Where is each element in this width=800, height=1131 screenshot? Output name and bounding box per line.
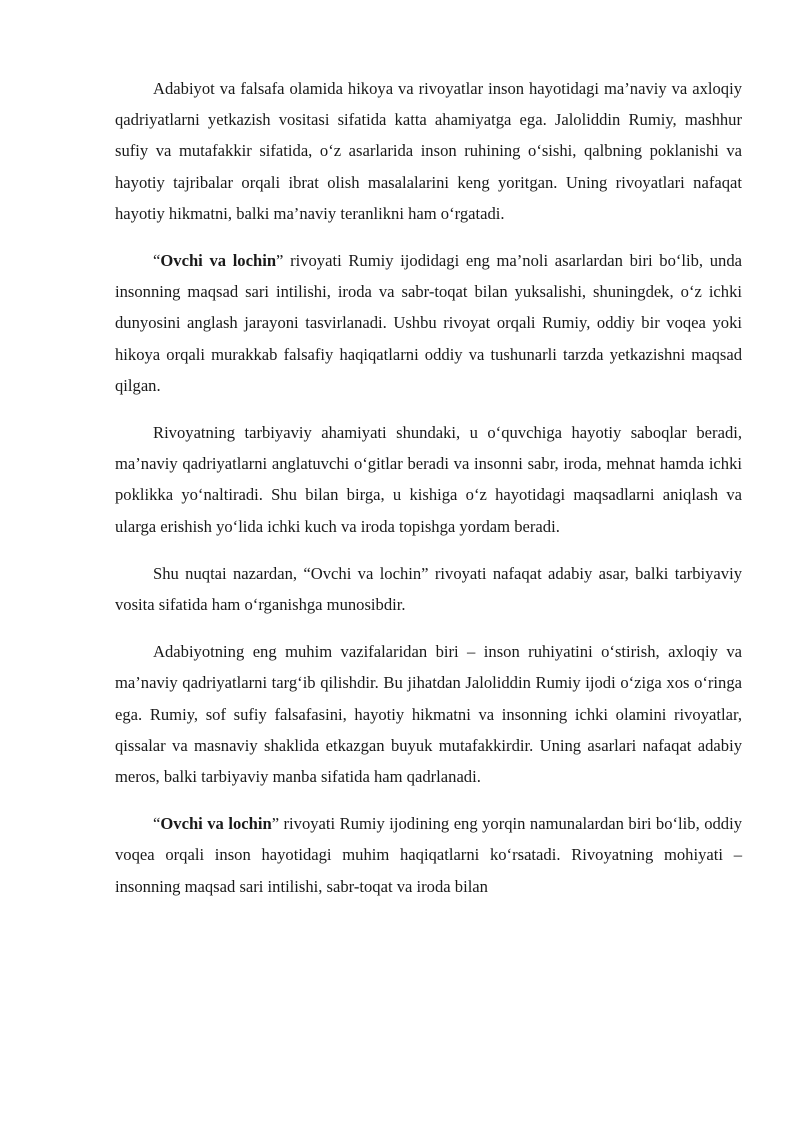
paragraph-6: [115, 808, 742, 902]
paragraph-4: [115, 558, 742, 620]
paragraph-5: [115, 636, 742, 792]
paragraph-2-text: ” rivoyati Rumiy ijodidagi eng ma’noli asarlardan biri bo‘lib, unda insonning maqsad sari intilishi, iroda va sabr-toqat bilan yuksalishi, shuningdek, o‘z ichki dunyosini anglash jarayoni tasvirlanadi. Ushbu rivoyat orqali Rumiy, oddiy bir voqea yoki hikoya orqali murakkab falsafiy haqiqatlarni oddiy va tushunarli tarzda yetkazishni maqsad qilgan.: [115, 251, 742, 395]
paragraph-2-bold-title: Ovchi va lochin: [160, 251, 277, 271]
paragraph-5-text: Adabiyotning eng muhim vazifalaridan biri – inson ruhiyatini o‘stirish, axloqiy va ma’naviy qadriyatlarni targ‘ib qilishdir. Bu jihatdan Jaloliddin Rumiy ijodi o‘ziga xos o‘ringa ega. Rumiy, sof sufiy falsafasini, hayotiy hikmatni va insonning ichki olamini rivoyatlar, qissalar va masnaviy shaklida etkazgan buyuk mutafakkirdir. Uning asarlari nafaqat adabiy meros, balki tarbiyaviy manba sifatida ham qadrlanadi.: [115, 642, 742, 787]
paragraph-2: [115, 245, 742, 401]
paragraph-1-text: Adabiyot va falsafa olamida hikoya va rivoyatlar inson hayotidagi ma’naviy va axloqiy qadriyatlarni yetkazish vositasi sifatida katta ahamiyatga ega. Jaloliddin Rumiy, mashhur sufiy va mutafakkir sifatida, o‘z asarlarida inson ruhining o‘sishi, qalbning poklanishi va hayotiy tajribalar orqali ibrat olish masalalarini keng yoritgan. Uning rivoyatlari nafaqat hayotiy hikmatni, balki ma’naviy teranlikni ham o‘rgatadi.: [115, 79, 742, 223]
paragraph-1: [115, 73, 742, 229]
paragraph-3: [115, 417, 742, 542]
paragraph-2-open-quote: “: [153, 251, 161, 271]
paragraph-6-text: ” rivoyati Rumiy ijodining eng yorqin namunalardan biri bo‘lib, oddiy voqea orqali inson hayotidagi muhim haqiqatlarni ko‘rsatadi. Rivoyatning mohiyati – insonning maqsad sari intilishi, sabr-toqat va iroda bilan: [115, 814, 742, 896]
paragraph-6-bold-title: Ovchi va lochin: [160, 814, 272, 834]
paragraph-6-open-quote: “: [153, 814, 161, 834]
body-text: [115, 73, 742, 902]
paragraph-4-text: Shu nuqtai nazardan, “Ovchi va lochin” rivoyati nafaqat adabiy asar, balki tarbiyaviy vosita sifatida ham o‘rganishga munosibdir.: [115, 563, 742, 615]
paragraph-3-text: Rivoyatning tarbiyaviy ahamiyati shundaki, u o‘quvchiga hayotiy saboqlar beradi, ma’naviy qadriyatlarni anglatuvchi o‘gitlar beradi va insonni sabr, iroda, mehnat hamda ichki poklikka yo‘naltiradi. Shu bilan birga, u kishiga o‘z hayotidagi maqsadlarni aniqlash va ularga erishish yo‘lida ichki kuch va iroda topishga yordam beradi.: [115, 423, 742, 536]
